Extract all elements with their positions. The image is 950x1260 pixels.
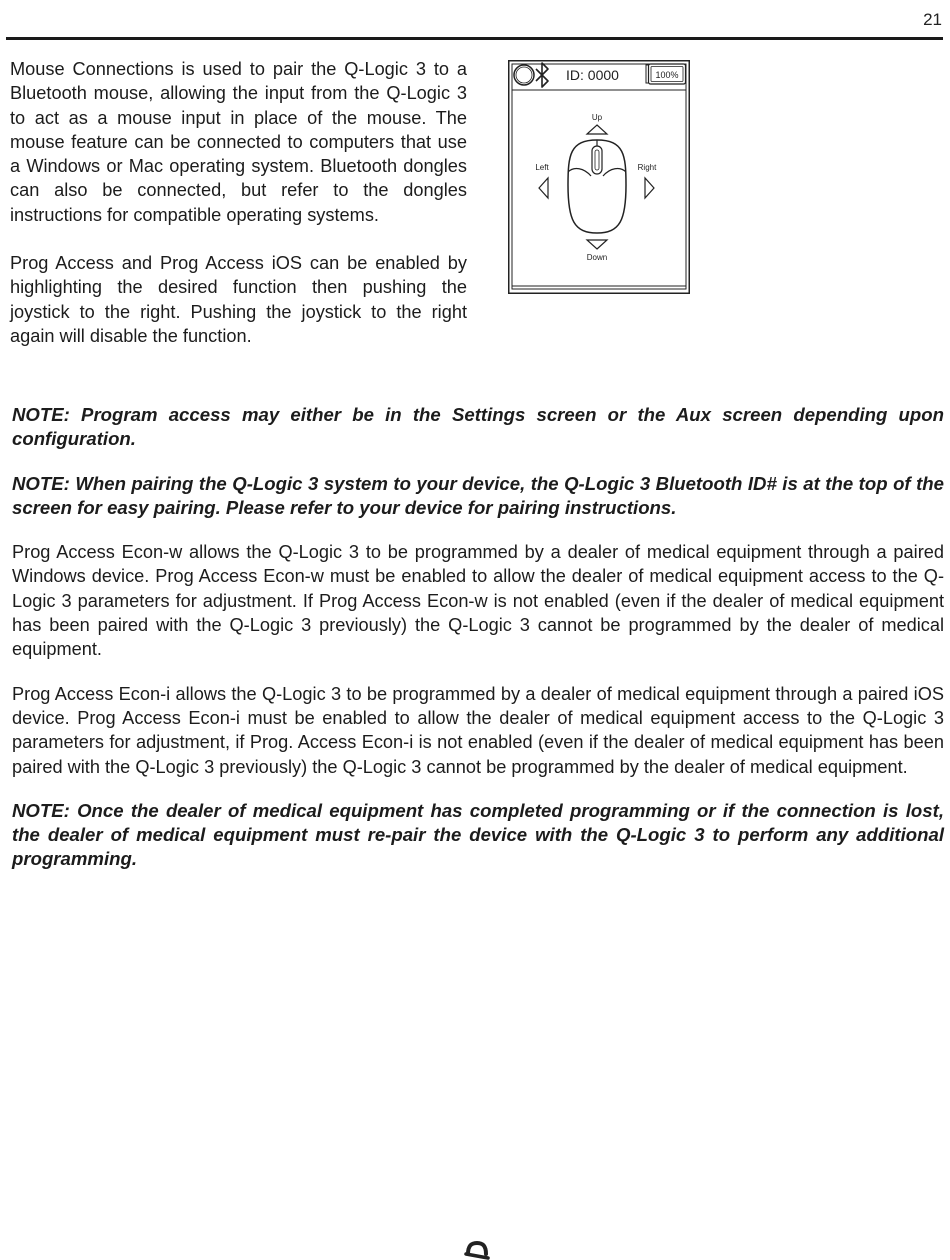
- note-re-pair: NOTE: Once the dealer of medical equipment has completed programming or if the connection is lost, the dealer of medical equipment must re-pair the device with the Q-Logic 3 to perform any additional programming.: [12, 799, 944, 870]
- bluetooth-id-label: ID: 0000: [566, 67, 619, 83]
- q-logo-icon: [464, 1240, 490, 1260]
- note-program-access: NOTE: Program access may either be in the Settings screen or the Aux screen depending upon configuration.: [12, 404, 944, 450]
- right-label: Right: [637, 163, 657, 172]
- mouse-icon: [568, 140, 626, 233]
- intro-section: [10, 57, 467, 348]
- header-rule: [6, 37, 943, 40]
- mouse-connections-paragraph: Mouse Connections is used to pair the Q-Logic 3 to a Bluetooth mouse, allowing the input from the Q-Logic 3 to act as a mouse input in place of the mouse. The mouse feature can be connected to computers that use a Windows or Mac operating system. Bluetooth dongles can also be connected, but refer to the dongles instructions for compatible operating systems.: [10, 59, 467, 225]
- body-section: [12, 403, 944, 892]
- up-label: Up: [591, 113, 603, 122]
- note-pairing: NOTE: When pairing the Q-Logic 3 system to your device, the Q-Logic 3 Bluetooth ID# is at the top of the screen for easy pairing. Please refer to your device for pairing instructions.: [12, 472, 944, 518]
- battery-percent: 100%: [655, 70, 679, 80]
- econ-w-paragraph: Prog Access Econ-w allows the Q-Logic 3 to be programmed by a dealer of medical equipment through a paired Windows device. Prog Access Econ-w must be enabled to allow the dealer of medical equipment access to the Q-Logic 3 parameters for adjustment. If Prog Access Econ-w is not enabled (even if the dealer of medical equipment has been paired with the Q-Logic 3 previously) the Q-Logic 3 cannot be programmed by the dealer of medical equipment.: [12, 542, 944, 660]
- page-number: 21: [923, 10, 942, 29]
- mouse-screen-figure: [508, 60, 690, 294]
- econ-i-paragraph: Prog Access Econ-i allows the Q-Logic 3 to be programmed by a dealer of medical equipment through a paired iOS device. Prog Access Econ-i must be enabled to allow the dealer of medical equipment access to the Q-Logic 3 parameters for adjustment, if Prog. Access Econ-i is not enabled (even if the dealer of medical equipment has been paired with the Q-Logic 3 previously) the Q-Logic 3 cannot be programmed by the dealer of medical equipment.: [12, 683, 944, 777]
- left-label: Left: [535, 163, 549, 172]
- down-label: Down: [586, 253, 608, 262]
- prog-access-paragraph: Prog Access and Prog Access iOS can be enabled by highlighting the desired function then pushing the joystick to the right. Pushing the joystick to the right again will disable the function.: [10, 253, 467, 346]
